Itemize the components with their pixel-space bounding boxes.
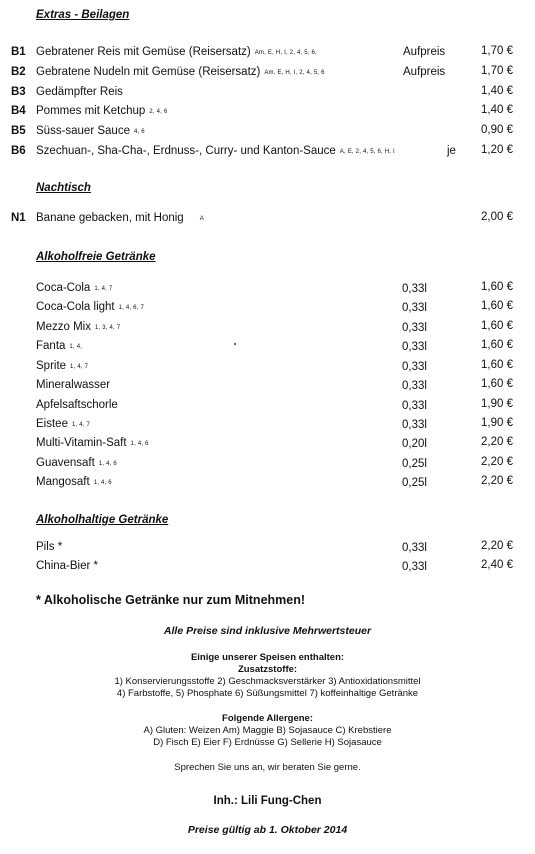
drink-price: 2,20 € [481, 456, 513, 468]
allergens-line: D) Fisch E) Eier F) Erdnüsse G) Sellerie H) Sojasauce [153, 737, 382, 748]
drink-volume: 0,25l [402, 458, 427, 470]
drink-allergens: 1, 3, 4, 7 [94, 325, 121, 331]
drink-name: China-Bier * [36, 560, 98, 572]
drink-row [0, 282, 535, 298]
drink-allergens: 1, 4, 6 [130, 441, 149, 447]
drink-volume: 0,33l [402, 561, 427, 573]
drink-price: 1,90 € [481, 417, 513, 429]
drink-name: Mezzo Mix 1, 3, 4, 7 [36, 321, 121, 333]
menu-row [0, 86, 535, 102]
drink-row [0, 437, 535, 453]
item-code: B4 [11, 105, 26, 117]
allergens-heading: Folgende Allergene: [222, 713, 313, 724]
item-allergens: A, E, 2, 4, 5, 6, H, I [339, 149, 395, 155]
advice-note: Sprechen Sie uns an, wir beraten Sie gerne. [174, 762, 361, 773]
drink-allergens: 1, 4, 7 [94, 286, 113, 292]
drink-name: Multi-Vitamin-Saft 1, 4, 6 [36, 437, 149, 449]
drink-volume: 0,33l [402, 341, 427, 353]
drink-price: 2,20 € [481, 540, 513, 552]
drink-name: Eistee 1, 4, 7 [36, 418, 91, 430]
drink-allergens: 1, 4, 7 [70, 364, 89, 370]
drink-row [0, 321, 535, 337]
drink-allergens: 1, 4, [69, 344, 83, 350]
item-price: 0,90 € [481, 124, 513, 136]
additives-line: 1) Konservierungsstoffe 2) Geschmacksverstärker 3) Antioxidationsmittel [114, 676, 421, 687]
drink-price: 1,60 € [481, 300, 513, 312]
drink-price: 1,60 € [481, 339, 513, 351]
drink-row [0, 457, 535, 473]
menu-row [0, 46, 535, 62]
item-name: Süss-sauer Sauce 4, 6 [36, 125, 145, 137]
section-heading-soft-drinks: Alkoholfreie Getränke [36, 251, 156, 263]
item-price: 1,20 € [481, 144, 513, 156]
print-speck [234, 343, 236, 345]
item-price: 1,40 € [481, 85, 513, 97]
drink-name: Mangosaft 1, 4, 6 [36, 476, 112, 488]
drink-row [0, 301, 535, 317]
item-code: B1 [11, 46, 26, 58]
drink-name: Apfelsaftschorle [36, 399, 118, 411]
item-code: N1 [11, 212, 26, 224]
drink-price: 1,60 € [481, 359, 513, 371]
drink-price: 2,40 € [481, 559, 513, 571]
drink-volume: 0,20l [402, 438, 427, 450]
item-allergens: 4, 6 [133, 129, 145, 135]
item-name: Gebratene Nudeln mit Gemüse (Reisersatz) Am, E, H, I, 2, 4, 5, 6 [36, 66, 325, 78]
drink-allergens: 1, 4, 6, 7 [118, 305, 144, 311]
price-validity: Preise gültig ab 1. Oktober 2014 [187, 824, 348, 836]
section-heading-alcoholic-drinks: Alkoholhaltige Getränke [36, 514, 169, 526]
drink-allergens: 1, 4, 7 [71, 422, 91, 428]
drink-name: Coca-Cola 1, 4, 7 [36, 282, 113, 294]
drink-name: Mineralwasser [36, 379, 111, 391]
drink-volume: 0,25l [402, 477, 427, 489]
allergens-line: A) Gluten: Weizen Am) Maggie B) Sojasauce C) Krebstiere [143, 725, 392, 736]
item-allergens: Am, E, H, I, 2, 4, 5, 6 [264, 70, 325, 76]
item-name: Pommes mit Ketchup 2, 4, 6 [36, 105, 168, 117]
drink-price: 2,20 € [481, 436, 513, 448]
item-allergens: A [199, 216, 204, 222]
drink-row [0, 541, 535, 557]
item-name: Gebratener Reis mit Gemüse (Reisersatz) Am, E, H, I, 2, 4, 5, 6, [36, 46, 317, 58]
menu-row [0, 212, 535, 228]
takeaway-note: * Alkoholische Getränke nur zum Mitnehmen! [36, 593, 306, 607]
item-price: 2,00 € [481, 211, 513, 223]
item-price: 1,70 € [481, 65, 513, 77]
item-allergens: Am, E, H, I, 2, 4, 5, 6, [254, 50, 317, 56]
menu-row [0, 125, 535, 141]
item-surcharge-note: Aufpreis [403, 66, 446, 78]
drink-volume: 0,33l [402, 361, 427, 373]
drink-volume: 0,33l [402, 380, 427, 392]
item-price: 1,40 € [481, 104, 513, 116]
drink-name: Sprite 1, 4, 7 [36, 360, 89, 372]
item-surcharge-note: je [447, 145, 456, 157]
item-code: B2 [11, 66, 26, 78]
additives-line: 4) Farbstoffe, 5) Phosphate 6) Süßungsmittel 7) koffeinhaltige Getränke [116, 688, 419, 699]
item-price: 1,70 € [481, 45, 513, 57]
drink-price: 1,60 € [481, 378, 513, 390]
drink-volume: 0,33l [402, 283, 427, 295]
drink-volume: 0,33l [402, 400, 427, 412]
drink-name: Pils * [36, 541, 63, 553]
drink-price: 1,60 € [481, 320, 513, 332]
drink-name: Coca-Cola light 1, 4, 6, 7 [36, 301, 144, 313]
drink-row [0, 340, 535, 356]
drink-allergens: 1, 4, 6 [98, 461, 117, 467]
drink-name: Guavensaft 1, 4, 6 [36, 457, 117, 469]
menu-row [0, 145, 535, 161]
drink-row [0, 560, 535, 576]
drink-price: 1,90 € [481, 398, 513, 410]
drink-price: 1,60 € [481, 281, 513, 293]
drink-allergens: 1, 4, 6 [93, 480, 112, 486]
section-heading-extras: Extras - Beilagen [36, 9, 130, 21]
drink-row [0, 476, 535, 492]
additives-heading: Zusatzstoffe: [237, 664, 298, 675]
item-code: B6 [11, 145, 26, 157]
section-heading-dessert: Nachtisch [36, 182, 91, 194]
drink-row [0, 418, 535, 434]
drink-volume: 0,33l [402, 322, 427, 334]
additives-intro: Einige unserer Speisen enthalten: [190, 652, 345, 663]
menu-row [0, 66, 535, 82]
drink-price: 2,20 € [481, 475, 513, 487]
item-code: B5 [11, 125, 26, 137]
drink-volume: 0,33l [402, 419, 427, 431]
item-code: B3 [11, 86, 26, 98]
item-surcharge-note: Aufpreis [403, 46, 446, 58]
drink-row [0, 379, 535, 395]
item-allergens: 2, 4, 6 [149, 109, 168, 115]
drink-name: Fanta 1, 4, [36, 340, 83, 352]
drink-row [0, 399, 535, 415]
item-name: Banane gebacken, mit Honig A [36, 212, 204, 224]
vat-note: Alle Preise sind inklusive Mehrwertsteuer [163, 625, 372, 637]
drink-volume: 0,33l [402, 302, 427, 314]
item-name: Szechuan-, Sha-Cha-, Erdnuss-, Curry- und Kanton-Sauce A, E, 2, 4, 5, 6, H, I [36, 145, 395, 157]
item-name: Gedämpfter Reis [36, 86, 123, 98]
drink-row [0, 360, 535, 376]
owner-name: Inh.: Lili Fung-Chen [213, 795, 322, 807]
drink-volume: 0,33l [402, 542, 427, 554]
menu-row [0, 105, 535, 121]
